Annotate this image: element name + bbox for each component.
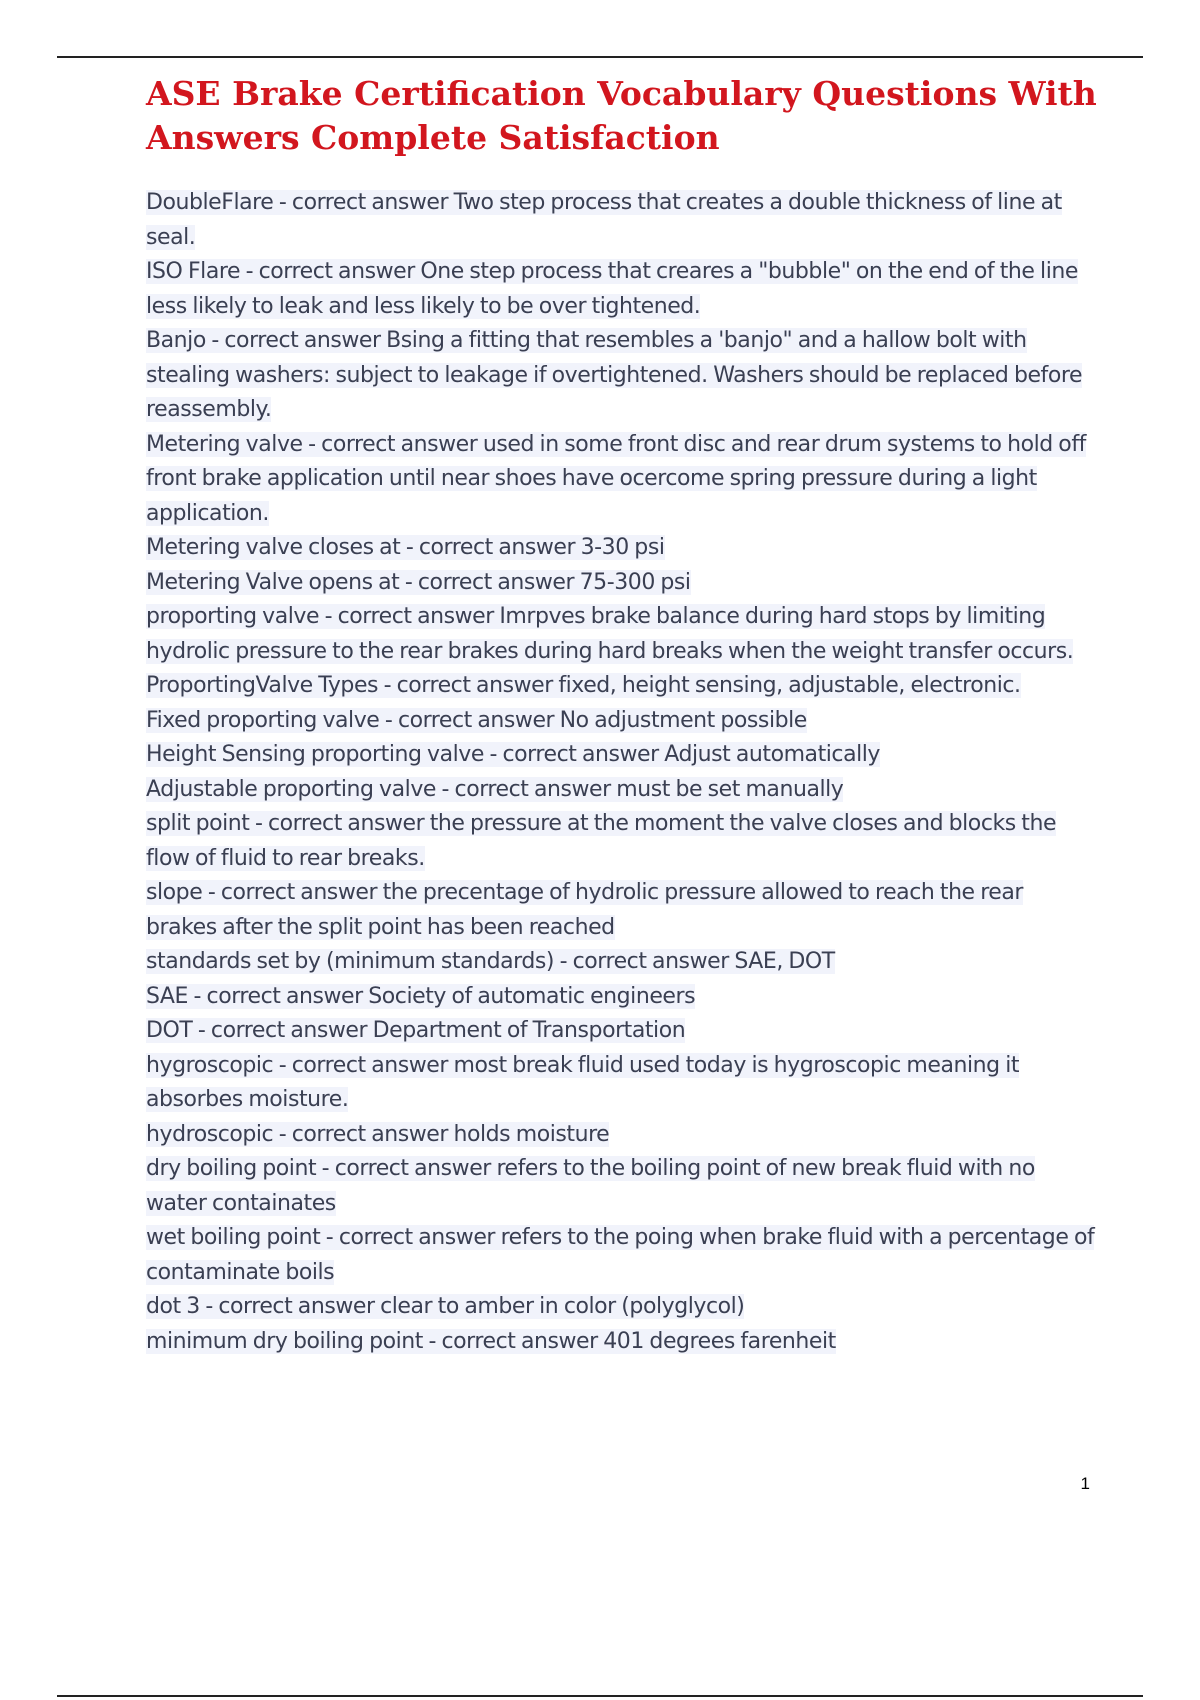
vocabulary-entry-text: Metering Valve opens at - correct answer 75-300 psi (146, 569, 691, 595)
vocabulary-entry (146, 807, 1098, 876)
vocabulary-entry-text: Banjo - correct answer Bsing a fitting that resembles a 'banjo" and a hallow bolt with stealing washers: subject to leakage if overtightened. Washers should be replaced before reassembly. (146, 328, 1083, 422)
bottom-rule (57, 1695, 1143, 1697)
vocabulary-entry-text: proporting valve - correct answer Imrpves brake balance during hard stops by limiting hydrolic pressure to the rear brakes during hard breaks when the weight transfer occurs. (146, 604, 1074, 664)
vocabulary-entry-text: ISO Flare - correct answer One step process that creares a "bubble" on the end of the line less likely to leak and less likely to be over tightened. (146, 259, 1078, 319)
page-number: 1 (1080, 1474, 1090, 1493)
vocabulary-entry (146, 600, 1098, 669)
vocabulary-entry-text: Metering valve closes at - correct answer 3-30 psi (146, 535, 665, 560)
vocabulary-entry (146, 255, 1098, 324)
vocabulary-entry-text: split point - correct answer the pressure at the moment the valve closes and blocks the flow of fluid to rear breaks. (146, 811, 1057, 871)
vocabulary-entry (146, 1152, 1098, 1221)
vocabulary-entry-text: minimum dry boiling point - correct answer 401 degrees farenheit (146, 1328, 836, 1354)
vocabulary-entry (146, 669, 1098, 704)
vocabulary-entry-text: hydroscopic - correct answer holds moisture (146, 1121, 610, 1147)
vocabulary-entry (146, 1049, 1098, 1118)
vocabulary-entry-text: dot 3 - correct answer clear to amber in color (polyglycol) (146, 1294, 745, 1319)
vocabulary-entry (146, 876, 1098, 945)
vocabulary-entry (146, 773, 1098, 808)
vocabulary-entry-text: dry boiling point - correct answer refers to the boiling point of new break fluid with no water containates (146, 1156, 1035, 1216)
vocabulary-entry-text: Adjustable proporting valve - correct answer must be set manually (146, 776, 844, 802)
vocabulary-entry (146, 1221, 1098, 1290)
vocabulary-entry (146, 186, 1098, 255)
vocabulary-entry-text: standards set by (minimum standards) - correct answer SAE, DOT (146, 949, 835, 974)
vocabulary-entry-text: DoubleFlare - correct answer Two step process that creates a double thickness of line at seal. (146, 190, 1062, 250)
vocabulary-entry (146, 531, 1098, 566)
vocabulary-entry (146, 1014, 1098, 1049)
vocabulary-entry (146, 566, 1098, 601)
vocabulary-entry (146, 980, 1098, 1015)
vocabulary-entry (146, 1118, 1098, 1153)
vocabulary-entry-text: Height Sensing proporting valve - correct answer Adjust automatically (146, 742, 881, 767)
vocabulary-entry-text: Metering valve - correct answer used in some front disc and rear drum systems to hold off front brake application until near shoes have ocercome spring pressure during a light application. (146, 431, 1086, 526)
vocabulary-entry (146, 324, 1098, 428)
vocabulary-entry (146, 1325, 1098, 1360)
document-title: ASE Brake Certification Vocabulary Questions With Answers Complete Satisfaction (146, 74, 1097, 157)
vocabulary-entry-text: wet boiling point - correct answer refers to the poing when brake fluid with a percentage of contaminate boils (146, 1225, 1095, 1285)
vocabulary-entry (146, 704, 1098, 739)
vocabulary-entry-text: hygroscopic - correct answer most break fluid used today is hygroscopic meaning it absorbes moisture. (146, 1052, 1020, 1112)
vocabulary-entry (146, 1290, 1098, 1325)
vocabulary-entry-text: Fixed proporting valve - correct answer No adjustment possible (146, 707, 807, 733)
vocabulary-entry-text: slope - correct answer the precentage of hydrolic pressure allowed to reach the rear brakes after the split point has been reached (146, 880, 1024, 940)
vocabulary-entry (146, 945, 1098, 980)
vocabulary-list (146, 186, 1098, 1359)
vocabulary-entry-text: ProportingValve Types - correct answer fixed, height sensing, adjustable, electronic. (146, 673, 1021, 698)
top-rule (57, 56, 1143, 58)
vocabulary-entry-text: SAE - correct answer Society of automatic engineers (146, 983, 696, 1009)
vocabulary-entry (146, 738, 1098, 773)
vocabulary-entry-text: DOT - correct answer Department of Transportation (146, 1018, 686, 1043)
vocabulary-entry (146, 428, 1098, 532)
